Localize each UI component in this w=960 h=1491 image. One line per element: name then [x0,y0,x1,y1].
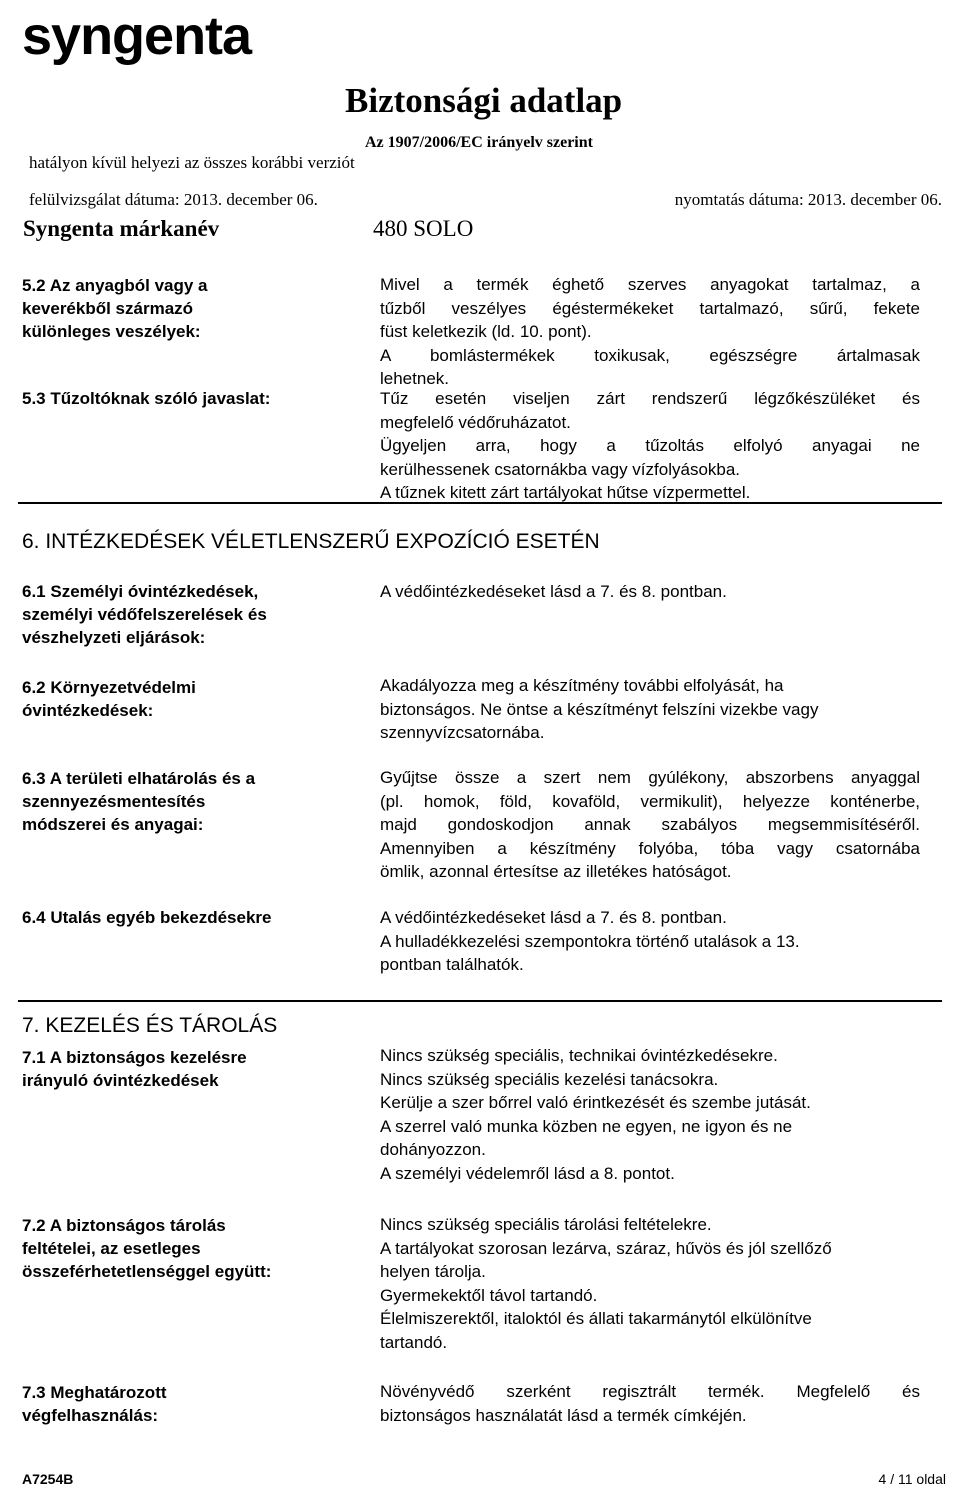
section-5-3-text [380,387,920,505]
document-code: A7254B [22,1471,74,1487]
syngenta-logo: syngenta [22,6,252,66]
section-7-1-label: 7.1 A biztonságos kezelésre irányuló óvintézkedések [22,1048,247,1090]
page-number: 4 / 11 oldal [878,1471,946,1487]
text-line: A bomlástermékek toxikusak, egészségre ártalmasak [380,345,920,365]
section-7-2-label: 7.2 A biztonságos tárolás feltételei, az esetleges összeférhetetlenséggel együtt: [22,1216,272,1281]
brand-name-label: Syngenta márkanév [23,216,220,241]
directive-reference: Az 1907/2006/EC irányelv szerint [365,134,593,151]
section-divider [18,1000,942,1002]
section-5-2-label: 5.2 Az anyagból vagy a keverékből származó különleges veszélyek: [22,276,208,341]
text-line: kerülhessenek csatornákba vagy vízfolyásokba. [380,459,741,479]
section-6-1-text [380,580,920,604]
text-line: Kerülje a szer bőrrel való érintkezését és szembe jutását. [380,1093,811,1112]
text-line: ömlik, azonnal értesítse az illetékes hatóságot. [380,862,732,881]
section-7-3-label: 7.3 Meghatározott végfelhasználás: [22,1383,167,1425]
section-6-heading: 6. INTÉZKEDÉSEK VÉLETLENSZERŰ EXPOZÍCIÓ ESETÉN [22,530,600,553]
text-line: biztonságos. Ne öntse a készítményt felszíni vizekbe vagy [380,699,819,719]
text-line: pontban találhatók. [380,955,524,974]
section-7-3-text [380,1380,920,1427]
text-line: megfelelő védőruházatot. [380,412,571,432]
supersedes-note: hatályon kívül helyezi az összes korábbi verziót [29,153,355,172]
text-line: A tartályokat szorosan lezárva, száraz, hűvös és jól szellőző [380,1238,832,1258]
text-line: Nincs szükség speciális tárolási feltételekre. [380,1215,712,1234]
text-line: A hulladékkezelési szempontokra történő utalások a 13. [380,931,800,951]
text-line: Élelmiszerektől, italoktól és állati takarmánytól elkülönítve [380,1309,812,1328]
text-line: Amennyiben a készítmény folyóba, tóba vagy csatornába [380,838,920,858]
text-line: szennyvízcsatornába. [380,723,545,742]
section-6-4-text [380,906,920,977]
section-7-heading: 7. KEZELÉS ÉS TÁROLÁS [22,1014,278,1037]
text-line: Gyermekektől távol tartandó. [380,1285,598,1305]
text-line: A védőintézkedéseket lásd a 7. és 8. pontban. [380,582,727,601]
text-line: A védőintézkedéseket lásd a 7. és 8. pontban. [380,908,727,927]
section-7-2-text [380,1213,920,1354]
text-line: tűzből veszélyes égéstermékeket tartalmazó, sűrű, fekete [380,298,920,318]
text-line: majd gondoskodjon annak szabályos megsemmisítéséről. [380,815,920,834]
text-line: biztonságos használatát lásd a termék címkéjén. [380,1405,747,1425]
section-6-3-label: 6.3 A területi elhatárolás és a szennyezésmentesítés módszerei és anyagai: [22,769,256,834]
text-line: Nincs szükség speciális kezelési tanácsokra. [380,1069,719,1089]
section-6-2-label: 6.2 Környezetvédelmi óvintézkedések: [22,678,196,720]
text-line: lehetnek. [380,369,449,388]
text-line: Nincs szükség speciális, technikai óvintézkedésekre. [380,1046,778,1065]
section-6-4-label: 6.4 Utalás egyéb bekezdésekre [22,908,272,927]
print-date: nyomtatás dátuma: 2013. december 06. [674,190,942,209]
text-line: A személyi védelemről lásd a 8. pontot. [380,1163,675,1183]
text-line: A tűznek kitett zárt tartályokat hűtse vízpermettel. [380,483,751,502]
section-6-2-text [380,674,920,745]
text-line: füst keletkezik (ld. 10. pont). [380,322,592,341]
section-5-3-label: 5.3 Tűzoltóknak szóló javaslat: [22,389,271,408]
text-line: helyen tárolja. [380,1262,486,1281]
text-line: Gyűjtse össze a szert nem gyúlékony, abszorbens anyaggal [380,768,920,787]
text-line: Növényvédő szerként regisztrált termék. Megfelelő és [380,1382,920,1401]
section-6-3-text [380,766,920,884]
text-line: Ügyeljen arra, hogy a tűzoltás elfolyó anyagai ne [380,436,920,455]
text-line: dohányozzon. [380,1140,486,1159]
text-line: Akadályozza meg a készítmény további elfolyását, ha [380,676,784,695]
text-line: (pl. homok, föld, kovaföld, vermikulit), helyezze konténerbe, [380,791,920,811]
text-line: Mivel a termék éghető szerves anyagokat tartalmaz, a [380,275,920,294]
document-title: Biztonsági adatlap [345,81,623,120]
section-divider [18,502,942,504]
section-6-1-label: 6.1 Személyi óvintézkedések, személyi védőfelszerelések és vészhelyzeti eljárások: [22,582,267,647]
revision-date: felülvizsgálat dátuma: 2013. december 06. [29,190,318,209]
section-5-2-text [380,273,920,391]
brand-name-value: 480 SOLO [373,216,474,241]
text-line: Tűz esetén viseljen zárt rendszerű légzőkészüléket és [380,389,920,408]
section-7-1-text [380,1044,920,1185]
text-line: A szerrel való munka közben ne egyen, ne igyon és ne [380,1116,793,1136]
text-line: tartandó. [380,1332,448,1352]
